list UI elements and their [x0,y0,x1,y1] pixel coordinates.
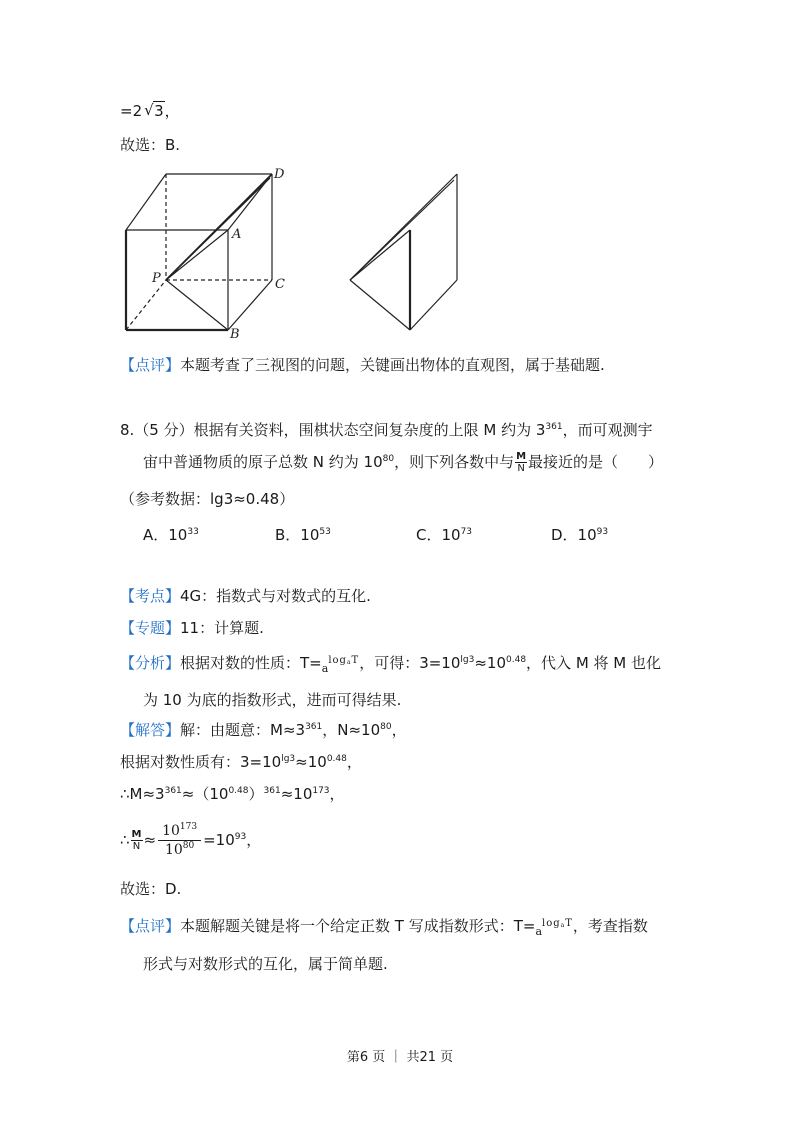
answer-line-b: 故选：B. [120,136,181,154]
jieda-line-2: 根据对数性质有：$3=10^{lg3}\approx 10^{0.48}$， [120,753,362,771]
reference-data: （参考数据：lg3≈0.48） [120,490,295,508]
zhuanti: 【专题】11：计算题. [120,619,264,637]
review-2-line-2: 形式与对数形式的互化，属于简单题. [143,955,388,973]
question-8-line-1: 8.（5 分）根据有关资料，围棋状态空间复杂度的上限 M 约为 $3^{361}$，而可观测宇 [120,421,653,439]
option-d[interactable]: D．$10^{93}$ [551,526,609,544]
option-c[interactable]: C．$10^{73}$ [416,526,473,544]
a-log-expression: alogaT [321,655,360,675]
review-tag: 【点评】 [120,917,181,935]
a-log-expression: alogaT [535,918,573,938]
review-2-line-1: 【点评】本题解题关键是将一个给定正数 T 写成指数形式：$T=_{a^{log_aT}}$，考查指数 [120,917,648,938]
review-1: 【点评】本题考查了三视图的问题，关键画出物体的直观图，属于基础题. [120,356,605,374]
jieda-line-3: $\therefore M\approx 3^{361}\approx(10^{0.48})^{361}\approx 10^{173}$， [120,785,345,803]
sqrt-expression: √ 3 [144,101,164,120]
label-p: P [152,271,161,286]
label-b: B [230,327,240,338]
option-b[interactable]: B．$10^{53}$ [275,526,331,544]
label-c: C [275,277,285,292]
option-a[interactable]: A．$10^{33}$ [143,526,199,544]
page-footer: 第6 页 ｜ 共21 页 [346,1050,454,1065]
fenxi-line-1: 【分析】根据对数的性质：$T=_{a^{log_aT}}$，可得：$3=10^{lg3}\approx 10^{0.48}$，代入 M 将 M 也化 [120,654,662,675]
review-tag: 【点评】 [120,356,181,374]
label-a: A [232,227,242,242]
fenxi-line-2: 为 10 为底的指数形式，进而可得结果. [143,691,402,709]
jieda-line-4: ∴ $\frac{M}{N}$ ≈ $\frac{10^{173}}{10^{80}}$ $=10^{93}$， [120,822,262,858]
zhuanti-tag: 【专题】 [120,619,181,637]
label-d: D [274,167,285,182]
jieda-tag: 【解答】 [120,721,181,739]
fraction-m-over-n: $\frac{M}{N}$ [131,829,142,852]
question-8-line-2: 宙中普通物质的原子总数 N 约为 $10^{80}$，则下列各数中与 $\frac{M}{N}$ 最接近的是（ ） [143,451,664,474]
fraction-m-over-n: $\frac{M}{N}$ [516,451,527,474]
kaodian-tag: 【考点】 [120,587,181,605]
cube-diagram [120,160,460,338]
jieda-line-1: 【解答】解：由题意：$M\approx 3^{361}$，$N\approx 10^{80}$， [120,721,407,739]
answer-line-d: 故选：D. [120,880,182,898]
equation-line: =2 √ 3， [120,101,180,120]
power-fraction: $\frac{10^{173}}{10^{80}}$ [158,822,201,859]
kaodian: 【考点】4G：指数式与对数式的互化. [120,587,371,605]
fenxi-tag: 【分析】 [120,654,181,672]
